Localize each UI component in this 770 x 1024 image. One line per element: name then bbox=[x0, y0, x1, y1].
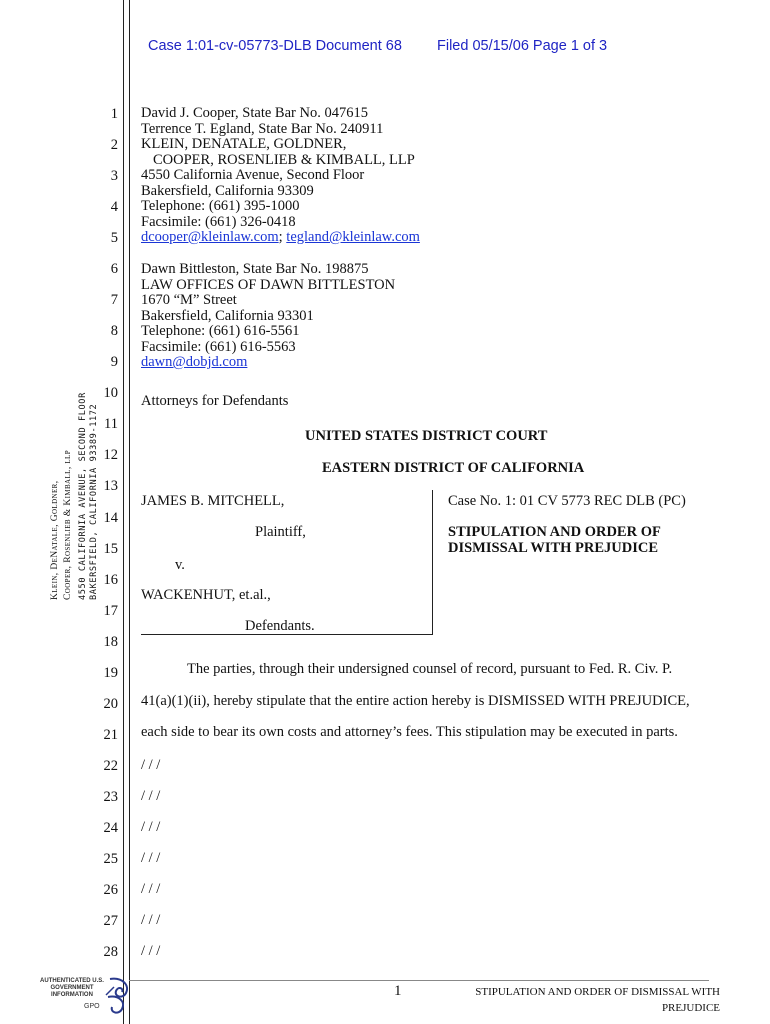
slash-line: / / / bbox=[141, 881, 161, 897]
counsel-line: Telephone: (661) 395-1000 bbox=[141, 198, 300, 214]
line-number: 3 bbox=[110, 168, 118, 184]
counsel-line: Telephone: (661) 616-5561 bbox=[141, 323, 300, 339]
margin-rule-outer bbox=[123, 0, 124, 1024]
versus: v. bbox=[175, 557, 185, 573]
footer-document-title: STIPULATION AND ORDER OF DISMISSAL WITH PREJUDICE bbox=[475, 986, 720, 1014]
counsel-email-line bbox=[141, 230, 420, 246]
line-number: 22 bbox=[103, 758, 118, 774]
slash-line: / / / bbox=[141, 788, 161, 804]
page-number: 1 bbox=[394, 983, 402, 999]
counsel-line: Facsimile: (661) 616-5563 bbox=[141, 338, 296, 355]
slash-line: / / / bbox=[141, 819, 161, 835]
line-number: 13 bbox=[103, 478, 118, 494]
attorneys-for: Attorneys for Defendants bbox=[141, 393, 289, 409]
counsel-line: Facsimile: (661) 326-0418 bbox=[141, 213, 296, 230]
counsel-line: KLEIN, DENATALE, GOLDNER, bbox=[141, 136, 347, 152]
counsel-line: Bakersfield, California 93309 bbox=[141, 182, 314, 199]
defendant-name: WACKENHUT, et.al., bbox=[141, 587, 271, 603]
court-name: UNITED STATES DISTRICT COURT bbox=[305, 428, 548, 444]
court-district: EASTERN DISTRICT OF CALIFORNIA bbox=[322, 460, 585, 476]
slash-line: / / / bbox=[141, 912, 161, 928]
slash-line: / / / bbox=[141, 850, 161, 866]
line-number: 23 bbox=[103, 789, 118, 805]
line-number: 1 bbox=[110, 106, 118, 122]
line-number: 24 bbox=[103, 820, 118, 836]
gpo-eagle-icon bbox=[104, 975, 132, 1017]
email-link[interactable]: dawn@dobjd.com bbox=[141, 354, 248, 370]
counsel-line: COOPER, ROSENLIEB & KIMBALL, LLP bbox=[153, 151, 415, 168]
counsel-line: 4550 California Avenue, Second Floor bbox=[141, 167, 365, 183]
line-number: 28 bbox=[103, 944, 118, 960]
counsel-line: LAW OFFICES OF DAWN BITTLESTON bbox=[141, 276, 396, 293]
counsel-block-plaintiff-side bbox=[141, 106, 420, 246]
line-number: 27 bbox=[103, 913, 118, 929]
gpo-authentication-seal bbox=[40, 975, 132, 1017]
caption-divider-vertical bbox=[432, 490, 433, 634]
case-number: Case No. 1: 01 CV 5773 REC DLB (PC) bbox=[448, 493, 686, 509]
body-paragraph-line-3: each side to bear its own costs and attorney’s fees. This stipulation may be executed in parts. bbox=[141, 724, 678, 740]
sidebar-firm-line-1: Klein, DeNatale, Goldner, bbox=[50, 480, 60, 600]
counsel-line: Dawn Bittleston, State Bar No. 198875 bbox=[141, 261, 369, 277]
plaintiff-name: JAMES B. MITCHELL, bbox=[141, 493, 285, 509]
line-number: 12 bbox=[103, 447, 118, 463]
line-number: 9 bbox=[110, 354, 118, 370]
line-number: 4 bbox=[110, 199, 118, 215]
line-number: 8 bbox=[110, 323, 118, 339]
line-number: 2 bbox=[110, 137, 118, 153]
line-number: 5 bbox=[110, 230, 118, 246]
line-number: 16 bbox=[103, 572, 118, 588]
line-number: 20 bbox=[103, 696, 118, 712]
slash-line: / / / bbox=[141, 757, 161, 773]
body-paragraph-line-2: 41(a)(1)(ii), hereby stipulate that the entire action hereby is DISMISSED WITH PREJUDICE, bbox=[141, 693, 690, 709]
email-link[interactable]: tegland@kleinlaw.com bbox=[286, 229, 420, 245]
sidebar-firm-line-2: Cooper, Rosenlieb & Kimball, llp bbox=[63, 449, 73, 600]
gpo-seal-text: AUTHENTICATED U.S. GOVERNMENT INFORMATION bbox=[40, 978, 104, 998]
slash-line: / / / bbox=[141, 943, 161, 959]
line-number: 7 bbox=[110, 292, 118, 308]
counsel-line: Terrence T. Egland, State Bar No. 240911 bbox=[141, 120, 384, 137]
document-title-line-2: DISMISSAL WITH PREJUDICE bbox=[448, 540, 659, 556]
margin-rule-inner bbox=[129, 0, 130, 1024]
document-title-line-1: STIPULATION AND ORDER OF bbox=[448, 524, 661, 540]
line-number: 18 bbox=[103, 634, 118, 650]
line-number: 6 bbox=[110, 261, 118, 277]
sidebar-city-line: BAKERSFIELD, CALIFORNIA 93389-1172 bbox=[89, 403, 99, 600]
sidebar-address-line: 4550 CALIFORNIA AVENUE, SECOND FLOOR bbox=[78, 392, 88, 600]
email-link[interactable]: dcooper@kleinlaw.com bbox=[141, 229, 279, 245]
line-number: 17 bbox=[103, 603, 118, 619]
line-number: 10 bbox=[103, 385, 118, 401]
counsel-line: David J. Cooper, State Bar No. 047615 bbox=[141, 105, 368, 121]
line-number: 21 bbox=[103, 727, 118, 743]
line-number: 14 bbox=[103, 510, 118, 526]
counsel-line: 1670 “M” Street bbox=[141, 292, 237, 308]
email-separator: ; bbox=[278, 229, 287, 245]
gpo-wordmark: GPO bbox=[84, 1003, 100, 1010]
header-case-document: Case 1:01-cv-05773-DLB Document 68 bbox=[148, 38, 402, 54]
line-number: 25 bbox=[103, 851, 118, 867]
header-filed-page: Filed 05/15/06 Page 1 of 3 bbox=[437, 38, 608, 54]
line-number: 26 bbox=[103, 882, 118, 898]
defendant-role: Defendants. bbox=[245, 618, 315, 634]
footer-rule bbox=[129, 980, 709, 981]
line-number: 11 bbox=[104, 416, 118, 432]
counsel-block-2 bbox=[141, 262, 395, 371]
caption-divider-horizontal bbox=[141, 634, 433, 635]
counsel-line: Bakersfield, California 93301 bbox=[141, 307, 314, 324]
line-number: 19 bbox=[103, 665, 118, 681]
body-paragraph-line-1: The parties, through their undersigned counsel of record, pursuant to Fed. R. Civ. P. bbox=[187, 661, 673, 677]
plaintiff-role: Plaintiff, bbox=[255, 524, 306, 540]
line-number: 15 bbox=[103, 541, 118, 557]
